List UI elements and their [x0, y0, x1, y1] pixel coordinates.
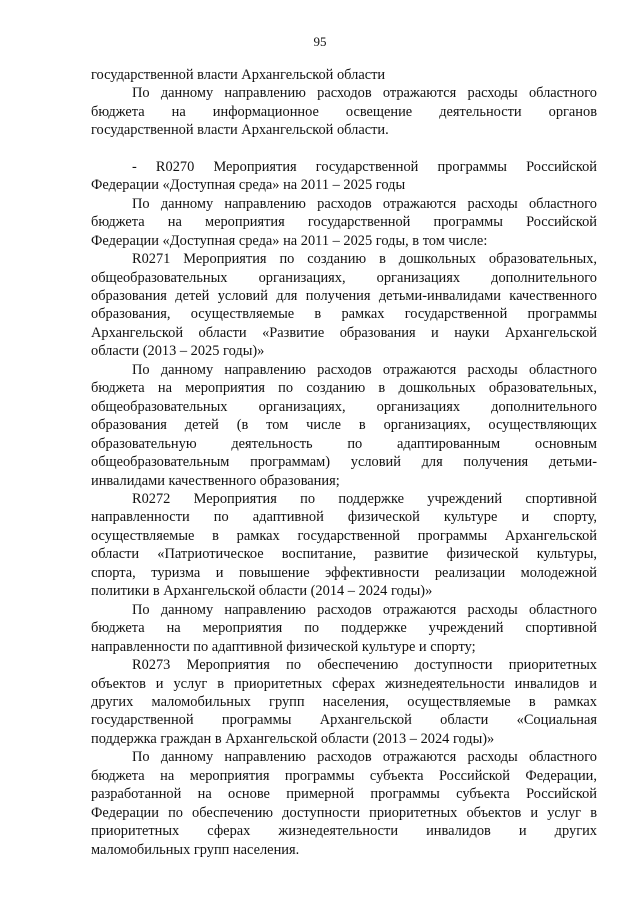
text-line: бюджета на мероприятия по поддержке учреждений спортивной	[91, 620, 597, 637]
text-line: образования, осуществляемые в рамках государственной программы	[91, 306, 597, 323]
text-line: Федерации «Доступная среда» на 2011 – 2025 годы, в том числе:	[91, 232, 488, 249]
text-line: бюджета на мероприятия программы субъекта Российской Федерации,	[91, 767, 597, 784]
text-line: общеобразовательных организациях, организациях дополнительного	[91, 269, 597, 286]
text-line: Федерации по обеспечению доступности приоритетных объектов и услуг в	[91, 804, 597, 821]
text-line: инвалидами качественного образования;	[91, 472, 340, 489]
text-line: По данному направлению расходов отражаются расходы областного	[132, 195, 597, 212]
text-line: образовательную деятельность по адаптированным основным	[91, 435, 597, 452]
text-line: общеобразовательным программам) условий для получения детьми-	[91, 454, 597, 471]
text-line: R0272 Мероприятия по поддержке учреждений спортивной	[132, 490, 597, 507]
text-line: поддержка граждан в Архангельской области (2013 – 2024 годы)»	[91, 730, 495, 747]
text-line: объектов и услуг в приоритетных сферах жизнедеятельности инвалидов и	[91, 675, 597, 692]
document-body	[91, 66, 597, 859]
text-line: образования детей (в том числе в организациях, осуществляющих	[91, 417, 597, 434]
text-line: Федерации «Доступная среда» на 2011 – 2025 годы	[91, 177, 406, 194]
text-line: По данному направлению расходов отражаются расходы областного	[132, 361, 597, 378]
text-line: государственной программы Архангельской области «Социальная	[91, 712, 597, 729]
text-line: государственной власти Архангельской области.	[91, 122, 389, 139]
text-line: R0271 Мероприятия по созданию в дошкольных образовательных,	[132, 251, 597, 268]
text-line: бюджета на информационное освещение деятельности органов	[91, 103, 597, 120]
text-line: области «Патриотическое воспитание, развитие физической культуры,	[91, 546, 597, 563]
text-line: По данному направлению расходов отражаются расходы областного	[132, 749, 597, 766]
text-line: R0273 Мероприятия по обеспечению доступности приоритетных	[132, 657, 597, 674]
text-line: Архангельской области «Развитие образования и науки Архангельской	[91, 324, 597, 341]
paragraph-gap	[91, 140, 597, 158]
text-line: спорта, туризма и повышение эффективности реализации молодежной	[91, 564, 597, 581]
text-line: - R0270 Мероприятия государственной программы Российской	[132, 158, 597, 175]
text-line: политики в Архангельской области (2014 – 2024 годы)»	[91, 583, 433, 600]
text-line: направленности по адаптивной физической культуре и спорту,	[91, 509, 597, 526]
text-line: образования детей условий для получения детьми-инвалидами качественного	[91, 287, 597, 304]
text-line: общеобразовательных организациях, организациях дополнительного	[91, 398, 597, 415]
page-number: 95	[313, 34, 327, 49]
text-line: государственной власти Архангельской области	[91, 67, 386, 83]
text-line: приоритетных сферах жизнедеятельности инвалидов и других	[91, 823, 597, 840]
text-line: По данному направлению расходов отражаются расходы областного	[132, 601, 597, 618]
text-line: других маломобильных групп населения, осуществляемые в рамках	[91, 693, 597, 710]
text-line: разработанной на основе примерной программы субъекта Российской	[91, 786, 597, 803]
text-line: области (2013 – 2025 годы)»	[91, 343, 265, 360]
text-line: По данному направлению расходов отражаются расходы областного	[132, 85, 597, 102]
text-line: бюджета на мероприятия по созданию в дошкольных образовательных,	[91, 380, 597, 397]
text-line: бюджета на мероприятия государственной программы Российской	[91, 214, 597, 231]
text-line: маломобильных групп населения.	[91, 841, 300, 858]
text-line: направленности по адаптивной физической культуре и спорту;	[91, 638, 476, 655]
text-line: осуществляемые в рамках государственной программы Архангельской	[91, 527, 597, 544]
